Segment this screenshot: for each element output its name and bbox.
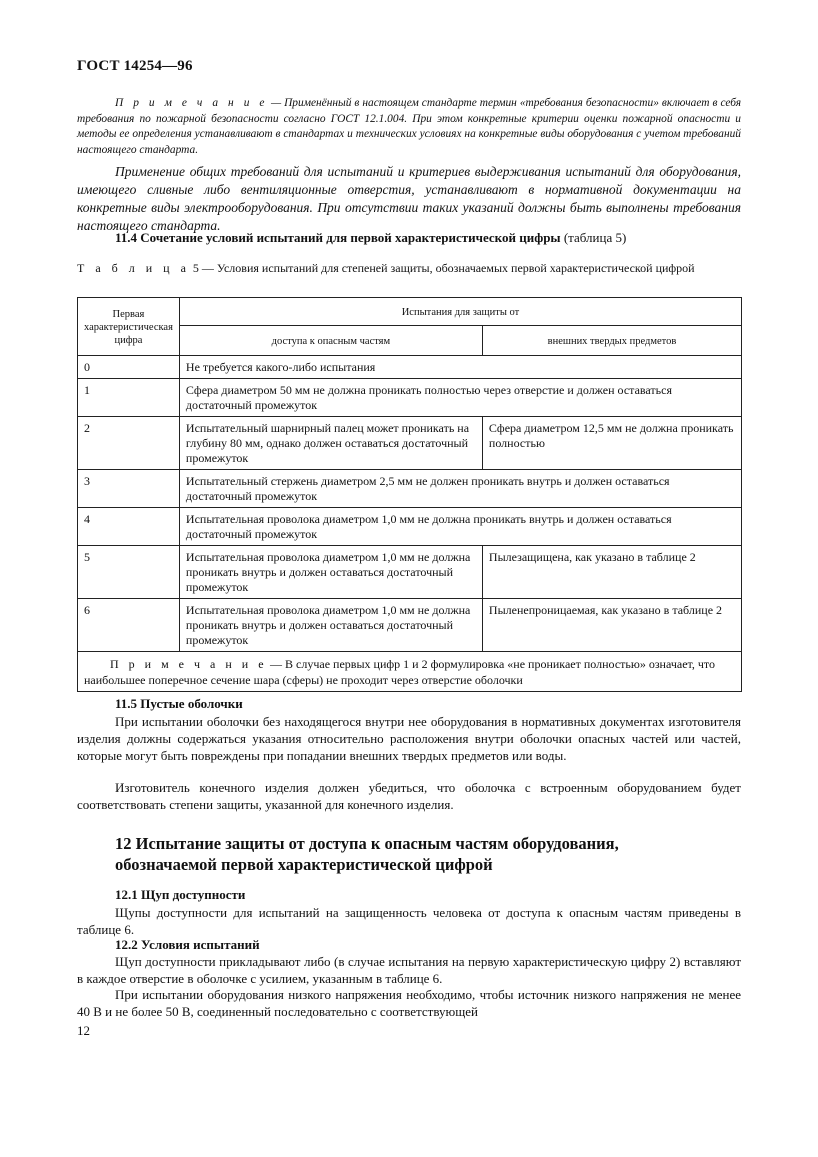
row-test-text: Не требуется какого-либо испытания: [179, 356, 741, 379]
row-access-text: Испытательная проволока диаметром 1,0 мм не должна проникать внутрь и должен оставаться достаточный промежуток: [179, 546, 482, 599]
row-test-text: Испытательный стержень диаметром 2,5 мм не должен проникать внутрь и должен оставаться достаточный промежуток: [179, 470, 741, 508]
row-test-text: Испытательная проволока диаметром 1,0 мм не должна проникать внутрь и должен оставаться достаточный промежуток: [179, 508, 741, 546]
section-12-2-heading: 12.2 Условия испытаний: [115, 937, 260, 952]
row-digit: 3: [78, 470, 180, 508]
section-11-5-heading: 11.5 Пустые оболочки: [115, 696, 243, 711]
row-digit: 4: [78, 508, 180, 546]
header-hazardous-access: доступа к опасным частям: [179, 326, 482, 356]
table-5-caption: [77, 260, 741, 276]
section-11-4-heading: [115, 230, 626, 246]
note-text: — Применённый в настоящем стандарте термин «требования безопасности» включает в себя требования по пожарной безопасности согласно ГОСТ 12.1.004. При этом конкретные критерии оценки пожарной опасности и методы ее определения устанавливают в стандартах и технических условиях на конкретные виды оборудования с учетом требований настоящего стандарта.: [77, 97, 741, 156]
table-row: [78, 379, 742, 417]
row-digit: 1: [78, 379, 180, 417]
table-row: [78, 508, 742, 546]
table-header-row: [78, 298, 742, 326]
table-note-row: [78, 652, 742, 692]
table-row: [78, 417, 742, 470]
table-5: [77, 297, 742, 692]
section-12-heading: 12 Испытание защиты от доступа к опасным частям оборудования, обозначаемой первой характеристической цифрой: [115, 834, 619, 874]
header-solid-objects: внешних твердых предметов: [482, 326, 741, 356]
header-first-digit: Первая характеристическая цифра: [78, 298, 180, 356]
section-11-5-paragraph-1: При испытании оболочки без находящегося внутри нее оборудования в нормативных документах изготовителя изделия должны содержаться указания относительно расположения внутри оболочки опасных частей или частей, которые могут быть повреждены при попадании внешних твердых предметов или воды.: [77, 714, 741, 763]
table-note-text: — В случае первых цифр 1 и 2 формулировка «не проникает полностью» означает, что наибольшее поперечное сечение шара (сферы) не проходит через отверстие оболочки: [84, 657, 715, 687]
row-access-text: Испытательная проволока диаметром 1,0 мм не должна проникать внутрь и должен оставаться достаточный промежуток: [179, 599, 482, 652]
table-caption-label: Т а б л и ц а: [77, 261, 190, 275]
section-12-1-heading: 12.1 Щуп доступности: [115, 887, 246, 902]
note-paragraph: [77, 96, 741, 158]
row-access-text: Испытательный шарнирный палец может проникать на глубину 80 мм, однако должен оставаться достаточный промежуток: [179, 417, 482, 470]
section-12-1-paragraph: Щупы доступности для испытаний на защищенность человека от доступа к опасным частям приведены в таблице 6.: [77, 905, 741, 937]
section-12-2-paragraph-1: Щуп доступности прикладывают либо (в случае испытания на первую характеристическую цифру 2) вставляют в каждое отверстие в оболочке с усилием, указанным в таблице 6.: [77, 954, 741, 986]
row-digit: 0: [78, 356, 180, 379]
table-row: [78, 470, 742, 508]
section-12-2-paragraph-2: При испытании оборудования низкого напряжения необходимо, чтобы источник низкого напряжения не менее 40 В и не более 50 В, соединенный последовательно с соответствующей: [77, 987, 741, 1019]
row-objects-text: Пылезащищена, как указано в таблице 2: [482, 546, 741, 599]
page-number: 12: [77, 1023, 90, 1038]
row-objects-text: Пыленепроницаемая, как указано в таблице 2: [482, 599, 741, 652]
row-digit: 5: [78, 546, 180, 599]
row-test-text: Сфера диаметром 50 мм не должна проникать полностью через отверстие и должен оставаться достаточный промежуток: [179, 379, 741, 417]
table-row: [78, 546, 742, 599]
header-tests-group: Испытания для защиты от: [179, 298, 741, 326]
table-row: [78, 599, 742, 652]
row-digit: 6: [78, 599, 180, 652]
table-note-label: П р и м е ч а н и е: [110, 657, 268, 671]
section-11-4-title: 11.4 Сочетание условий испытаний для первой характеристической цифры: [115, 230, 561, 245]
table-row: [78, 356, 742, 379]
document-header: ГОСТ 14254—96: [77, 58, 193, 74]
section-11-5-paragraph-2: Изготовитель конечного изделия должен убедиться, что оболочка с встроенным оборудованием будет соответствовать степени защиты, указанной для конечного изделия.: [77, 780, 741, 812]
general-requirements-paragraph: Применение общих требований для испытаний и критериев выдерживания испытаний для оборудования, имеющего сливные либо вентиляционные отверстия, устанавливают в нормативной документации на конкретные виды электрооборудования. При отсутствии таких указаний должны быть выполнены требования настоящего стандарта.: [77, 164, 741, 233]
section-11-4-ref: (таблица 5): [560, 230, 627, 245]
note-label: П р и м е ч а н и е: [115, 97, 268, 109]
row-objects-text: Сфера диаметром 12,5 мм не должна проникать полностью: [482, 417, 741, 470]
row-digit: 2: [78, 417, 180, 470]
table-caption-text: 5 — Условия испытаний для степеней защиты, обозначаемых первой характеристической цифрой: [189, 261, 695, 275]
table-note: [78, 652, 742, 692]
